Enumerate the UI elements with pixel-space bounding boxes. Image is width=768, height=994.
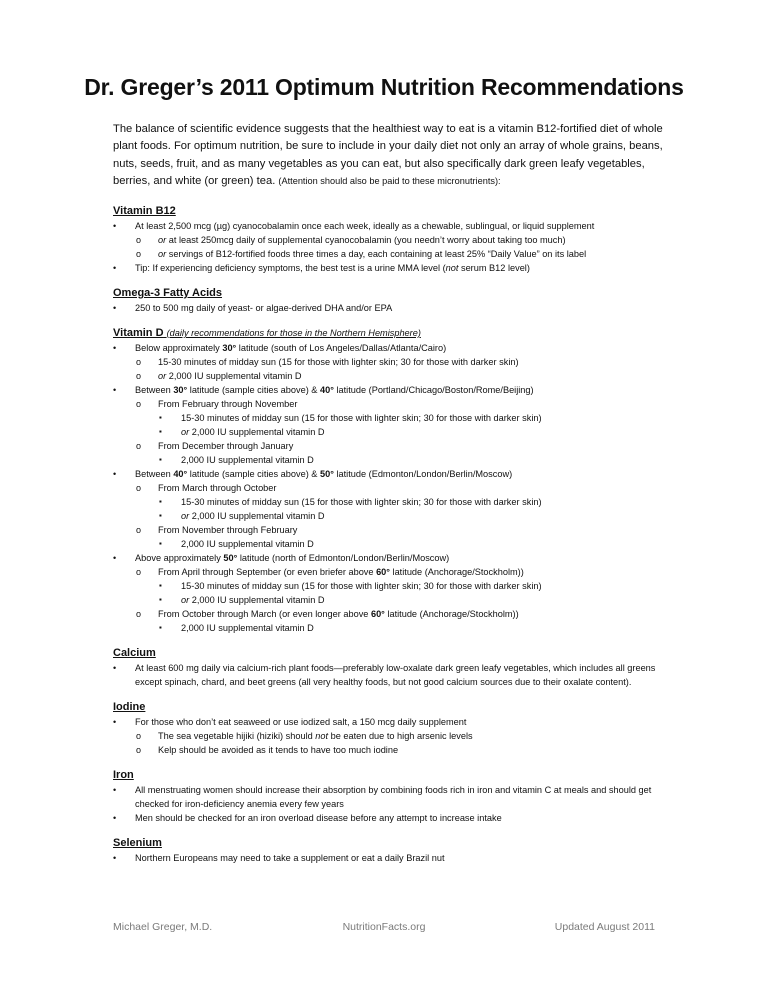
bullet-marker: o xyxy=(136,525,142,535)
item-emphasis: not xyxy=(445,263,459,273)
bullet-marker: • xyxy=(113,385,117,395)
list-item xyxy=(113,495,673,509)
list-item xyxy=(113,219,673,233)
latitude-value: 50° xyxy=(223,553,238,563)
list-item xyxy=(113,233,673,247)
item-emphasis: or xyxy=(181,595,190,605)
footer-website: NutritionFacts.org xyxy=(342,921,426,933)
bullet-marker: o xyxy=(136,235,142,245)
bullet-marker: o xyxy=(136,441,142,451)
item-emphasis: or xyxy=(158,249,167,259)
bullet-marker: ▪ xyxy=(159,427,162,436)
list-item xyxy=(113,341,673,355)
list-item xyxy=(113,565,673,579)
item-text: 15-30 minutes of midday sun (15 for those with lighter skin; 30 for those with darker skin) xyxy=(181,581,542,591)
list-item xyxy=(113,411,673,425)
list-item xyxy=(113,661,673,689)
bullet-list xyxy=(113,301,673,315)
item-text: From December through January xyxy=(158,441,294,451)
list-item xyxy=(113,369,673,383)
section-heading: Selenium xyxy=(113,837,162,849)
list-item xyxy=(113,593,673,607)
footer-updated-date: Updated August 2011 xyxy=(554,921,655,933)
bullet-marker: ▪ xyxy=(159,595,162,604)
bullet-marker: o xyxy=(136,731,142,741)
item-text: From April through September (or even briefer above xyxy=(158,567,377,577)
bullet-marker: • xyxy=(113,221,117,231)
bullet-marker: • xyxy=(113,853,117,863)
item-text: Between xyxy=(135,385,174,395)
list-item xyxy=(113,261,673,275)
item-text: latitude (north of Edmonton/London/Berlin/Moscow) xyxy=(237,553,450,563)
bullet-marker: o xyxy=(136,567,142,577)
item-text: latitude (Portland/Chicago/Boston/Rome/Beijing) xyxy=(333,385,534,395)
item-text: 250 to 500 mg daily of yeast- or algae-derived DHA and/or EPA xyxy=(135,303,393,313)
list-item xyxy=(113,383,673,397)
item-text: From October through March (or even longer above xyxy=(158,609,371,619)
bullet-marker: ▪ xyxy=(159,511,162,520)
item-emphasis: or xyxy=(158,235,167,245)
intro-paragraph xyxy=(113,121,665,190)
bullet-marker: • xyxy=(113,717,117,727)
bullet-marker: • xyxy=(113,343,117,353)
list-item xyxy=(113,551,673,565)
page-title: Dr. Greger’s 2011 Optimum Nutrition Recommendations xyxy=(84,74,684,100)
list-item xyxy=(113,621,673,635)
item-text: latitude (Anchorage/Stockholm)) xyxy=(384,609,519,619)
bullet-marker: • xyxy=(113,303,117,313)
latitude-value: 30° xyxy=(173,385,188,395)
latitude-value: 50° xyxy=(320,469,334,479)
bullet-marker: o xyxy=(136,371,142,381)
item-text: At least 600 mg daily via calcium-rich plant foods—preferably low-oxalate dark green leafy vegetables, which includes all greens except spinach, chard, and beet greens (all very healthy foods, but not good calcium sources due to their oxalate content). xyxy=(135,663,656,687)
list-item xyxy=(113,467,673,481)
item-text: servings of B12-fortified foods three times a day, each containing at least 25% “Daily Value” on its label xyxy=(166,249,587,259)
intro-text: The balance of scientific evidence suggests that the healthiest way to eat is a vitamin B12-fortified diet of whole plant foods. For optimum nutrition, be sure to include in your daily diet not only an array of whole grains, beans, nuts, seeds, fruit, and as many vegetables as you can eat, but also specifically dark green leafy vegetables, berries, and white (or green) tea. xyxy=(113,123,663,187)
footer-author: Michael Greger, M.D. xyxy=(113,921,213,933)
bullet-marker: • xyxy=(113,785,117,795)
item-text: From November through February xyxy=(158,525,298,535)
item-text: 2,000 IU supplemental vitamin D xyxy=(189,595,325,605)
item-text: 2,000 IU supplemental vitamin D xyxy=(166,371,302,381)
item-text: Above approximately xyxy=(135,553,224,563)
item-emphasis: or xyxy=(158,371,167,381)
section-iodine xyxy=(113,700,673,757)
recommendations-body xyxy=(113,204,673,876)
list-item xyxy=(113,481,673,495)
item-text: From February through November xyxy=(158,399,298,409)
bullet-marker: ▪ xyxy=(159,623,162,632)
bullet-list xyxy=(113,783,673,825)
latitude-value: 40° xyxy=(173,469,188,479)
item-text: latitude (Anchorage/Stockholm)) xyxy=(389,567,524,577)
list-item xyxy=(113,439,673,453)
list-item xyxy=(113,425,673,439)
list-item xyxy=(113,579,673,593)
bullet-marker: o xyxy=(136,609,142,619)
item-text: serum B12 level) xyxy=(458,263,530,273)
bullet-marker: o xyxy=(136,249,142,259)
section-calcium xyxy=(113,646,673,689)
list-item xyxy=(113,537,673,551)
item-text: 2,000 IU supplemental vitamin D xyxy=(181,623,314,633)
item-text: Tip: If experiencing deficiency symptoms, the best test is a urine MMA level ( xyxy=(135,263,446,273)
latitude-value: 30° xyxy=(222,343,237,353)
item-text: The sea vegetable hijiki (hiziki) should xyxy=(158,731,316,741)
bullet-marker: o xyxy=(136,399,142,409)
item-text: 15-30 minutes of midday sun (15 for those with lighter skin; 30 for those with darker skin) xyxy=(158,357,519,367)
bullet-marker: o xyxy=(136,357,142,367)
section-heading xyxy=(113,326,673,341)
bullet-marker: o xyxy=(136,745,142,755)
section-vitamin-d xyxy=(113,326,673,635)
bullet-marker: • xyxy=(113,469,117,479)
item-text: At least 2,500 mcg (µg) cyanocobalamin once each week, ideally as a chewable, sublingual, or liquid supplement xyxy=(135,221,595,231)
section-iron xyxy=(113,768,673,825)
section-heading: Vitamin B12 xyxy=(113,205,176,217)
item-text: latitude (Edmonton/London/Berlin/Moscow) xyxy=(333,469,513,479)
list-item xyxy=(113,743,673,757)
heading-note: (daily recommendations for those in the Northern Hemisphere) xyxy=(166,328,421,338)
section-heading: Iron xyxy=(113,769,134,781)
list-item xyxy=(113,783,673,811)
list-item xyxy=(113,301,673,315)
section-omega-3 xyxy=(113,286,673,315)
section-heading: Iodine xyxy=(113,701,146,713)
item-text: All menstruating women should increase their absorption by combining foods rich in iron and vitamin C at meals and should get checked for iron-deficiency anemia every few years xyxy=(135,785,652,809)
list-item xyxy=(113,851,673,865)
heading-text: Vitamin D xyxy=(113,327,164,339)
bullet-marker: • xyxy=(113,663,117,673)
item-emphasis: not xyxy=(315,731,329,741)
section-selenium xyxy=(113,836,673,865)
list-item xyxy=(113,247,673,261)
bullet-list xyxy=(113,715,673,757)
list-item xyxy=(113,729,673,743)
item-text: Men should be checked for an iron overload disease before any attempt to increase intake xyxy=(135,813,502,823)
section-heading: Calcium xyxy=(113,647,156,659)
list-item xyxy=(113,509,673,523)
item-text: Kelp should be avoided as it tends to have too much iodine xyxy=(158,745,399,755)
section-vitamin-b12 xyxy=(113,204,673,275)
bullet-marker: ▪ xyxy=(159,581,162,590)
item-text: latitude (sample cities above) & xyxy=(187,469,320,479)
list-item xyxy=(113,397,673,411)
item-text: 2,000 IU supplemental vitamin D xyxy=(181,539,314,549)
item-text: 2,000 IU supplemental vitamin D xyxy=(181,455,314,465)
item-text: 2,000 IU supplemental vitamin D xyxy=(189,427,325,437)
item-text: 2,000 IU supplemental vitamin D xyxy=(189,511,325,521)
item-text: Below approximately xyxy=(135,343,223,353)
latitude-value: 40° xyxy=(320,385,334,395)
bullet-marker: o xyxy=(136,483,142,493)
list-item xyxy=(113,715,673,729)
list-item xyxy=(113,607,673,621)
item-text: Between xyxy=(135,469,174,479)
bullet-list xyxy=(113,341,673,635)
bullet-marker: ▪ xyxy=(159,539,162,548)
list-item xyxy=(113,523,673,537)
item-text: latitude (sample cities above) & xyxy=(187,385,320,395)
item-text: Northern Europeans may need to take a supplement or eat a daily Brazil nut xyxy=(135,853,445,863)
item-text: For those who don’t eat seaweed or use iodized salt, a 150 mcg daily supplement xyxy=(135,717,467,727)
item-text: 15-30 minutes of midday sun (15 for those with lighter skin; 30 for those with darker skin) xyxy=(181,413,542,423)
bullet-marker: • xyxy=(113,553,117,563)
bullet-marker: • xyxy=(113,263,117,273)
item-text: 15-30 minutes of midday sun (15 for those with lighter skin; 30 for those with darker skin) xyxy=(181,497,542,507)
item-text: From March through October xyxy=(158,483,277,493)
item-emphasis: or xyxy=(181,427,190,437)
list-item xyxy=(113,811,673,825)
item-emphasis: or xyxy=(181,511,190,521)
bullet-marker: ▪ xyxy=(159,497,162,506)
item-text: be eaten due to high arsenic levels xyxy=(328,731,473,741)
bullet-list xyxy=(113,661,673,689)
section-heading: Omega-3 Fatty Acids xyxy=(113,287,223,299)
list-item xyxy=(113,453,673,467)
bullet-marker: • xyxy=(113,813,117,823)
item-text: at least 250mcg daily of supplemental cyanocobalamin (you needn’t worry about taking too much) xyxy=(166,235,566,245)
latitude-value: 60° xyxy=(370,609,385,619)
bullet-list xyxy=(113,219,673,275)
latitude-value: 60° xyxy=(376,567,390,577)
bullet-marker: ▪ xyxy=(159,413,162,422)
bullet-list xyxy=(113,851,673,865)
list-item xyxy=(113,355,673,369)
item-text: latitude (south of Los Angeles/Dallas/Atlanta/Cairo) xyxy=(236,343,447,353)
intro-note: (Attention should also be paid to these micronutrients): xyxy=(278,175,501,186)
bullet-marker: ▪ xyxy=(159,455,162,464)
